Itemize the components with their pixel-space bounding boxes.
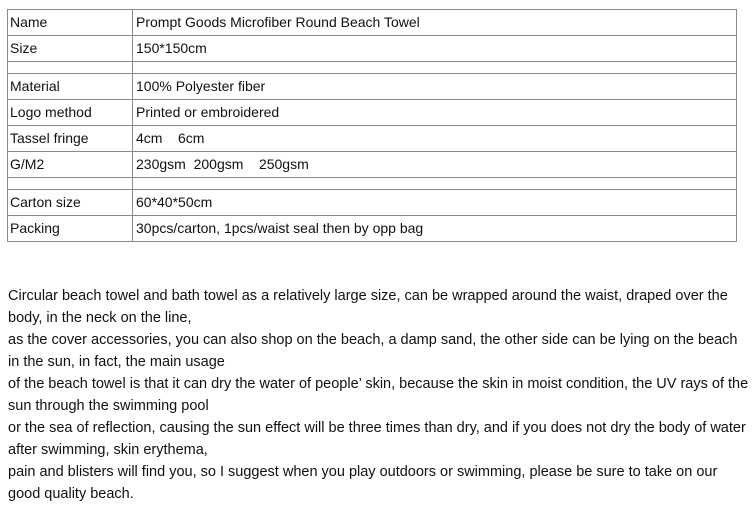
- spec-label-material: Material: [8, 74, 133, 100]
- description-paragraph: of the beach towel is that it can dry the water of people’ skin, because the skin in moist condition, the UV rays of the sun through the swimming pool: [8, 376, 749, 414]
- spec-label-size: Size: [8, 36, 133, 62]
- spec-label-name: Name: [8, 10, 133, 36]
- spec-value-tassel-fringe: 4cm 6cm: [133, 126, 737, 152]
- description-paragraph: pain and blisters will find you, so I suggest when you play outdoors or swimming, please be sure to take on our good quality beach.: [8, 464, 718, 502]
- spec-value-packing: 30pcs/carton, 1pcs/waist seal then by opp bag: [133, 216, 737, 242]
- table-row-spacer: [8, 178, 737, 190]
- product-spec-table: [7, 9, 737, 242]
- table-row: [8, 152, 737, 178]
- table-row: [8, 74, 737, 100]
- spec-label-tassel-fringe: Tassel fringe: [8, 126, 133, 152]
- table-row: [8, 10, 737, 36]
- description-paragraph: or the sea of reflection, causing the sun effect will be three times than dry, and if you does not dry the body of water after swimming, skin erythema,: [8, 420, 746, 458]
- table-row: [8, 100, 737, 126]
- table-row: [8, 190, 737, 216]
- spec-value-material: 100% Polyester fiber: [133, 74, 737, 100]
- spec-label-carton-size: Carton size: [8, 190, 133, 216]
- spec-value-logo-method: Printed or embroidered: [133, 100, 737, 126]
- spec-value-carton-size: 60*40*50cm: [133, 190, 737, 216]
- table-row: [8, 216, 737, 242]
- spec-label-gm2: G/M2: [8, 152, 133, 178]
- product-description: [8, 285, 750, 505]
- table-row: [8, 36, 737, 62]
- table-row-spacer: [8, 62, 737, 74]
- spec-value-size: 150*150cm: [133, 36, 737, 62]
- spec-label-packing: Packing: [8, 216, 133, 242]
- spec-value-name: Prompt Goods Microfiber Round Beach Towel: [133, 10, 737, 36]
- description-paragraph: as the cover accessories, you can also shop on the beach, a damp sand, the other side can be lying on the beach in the sun, in fact, the main usage: [8, 332, 738, 370]
- spec-label-logo-method: Logo method: [8, 100, 133, 126]
- description-paragraph: Circular beach towel and bath towel as a relatively large size, can be wrapped around the waist, draped over the body, in the neck on the line,: [8, 288, 728, 326]
- spec-value-gm2: 230gsm 200gsm 250gsm: [133, 152, 737, 178]
- table-row: [8, 126, 737, 152]
